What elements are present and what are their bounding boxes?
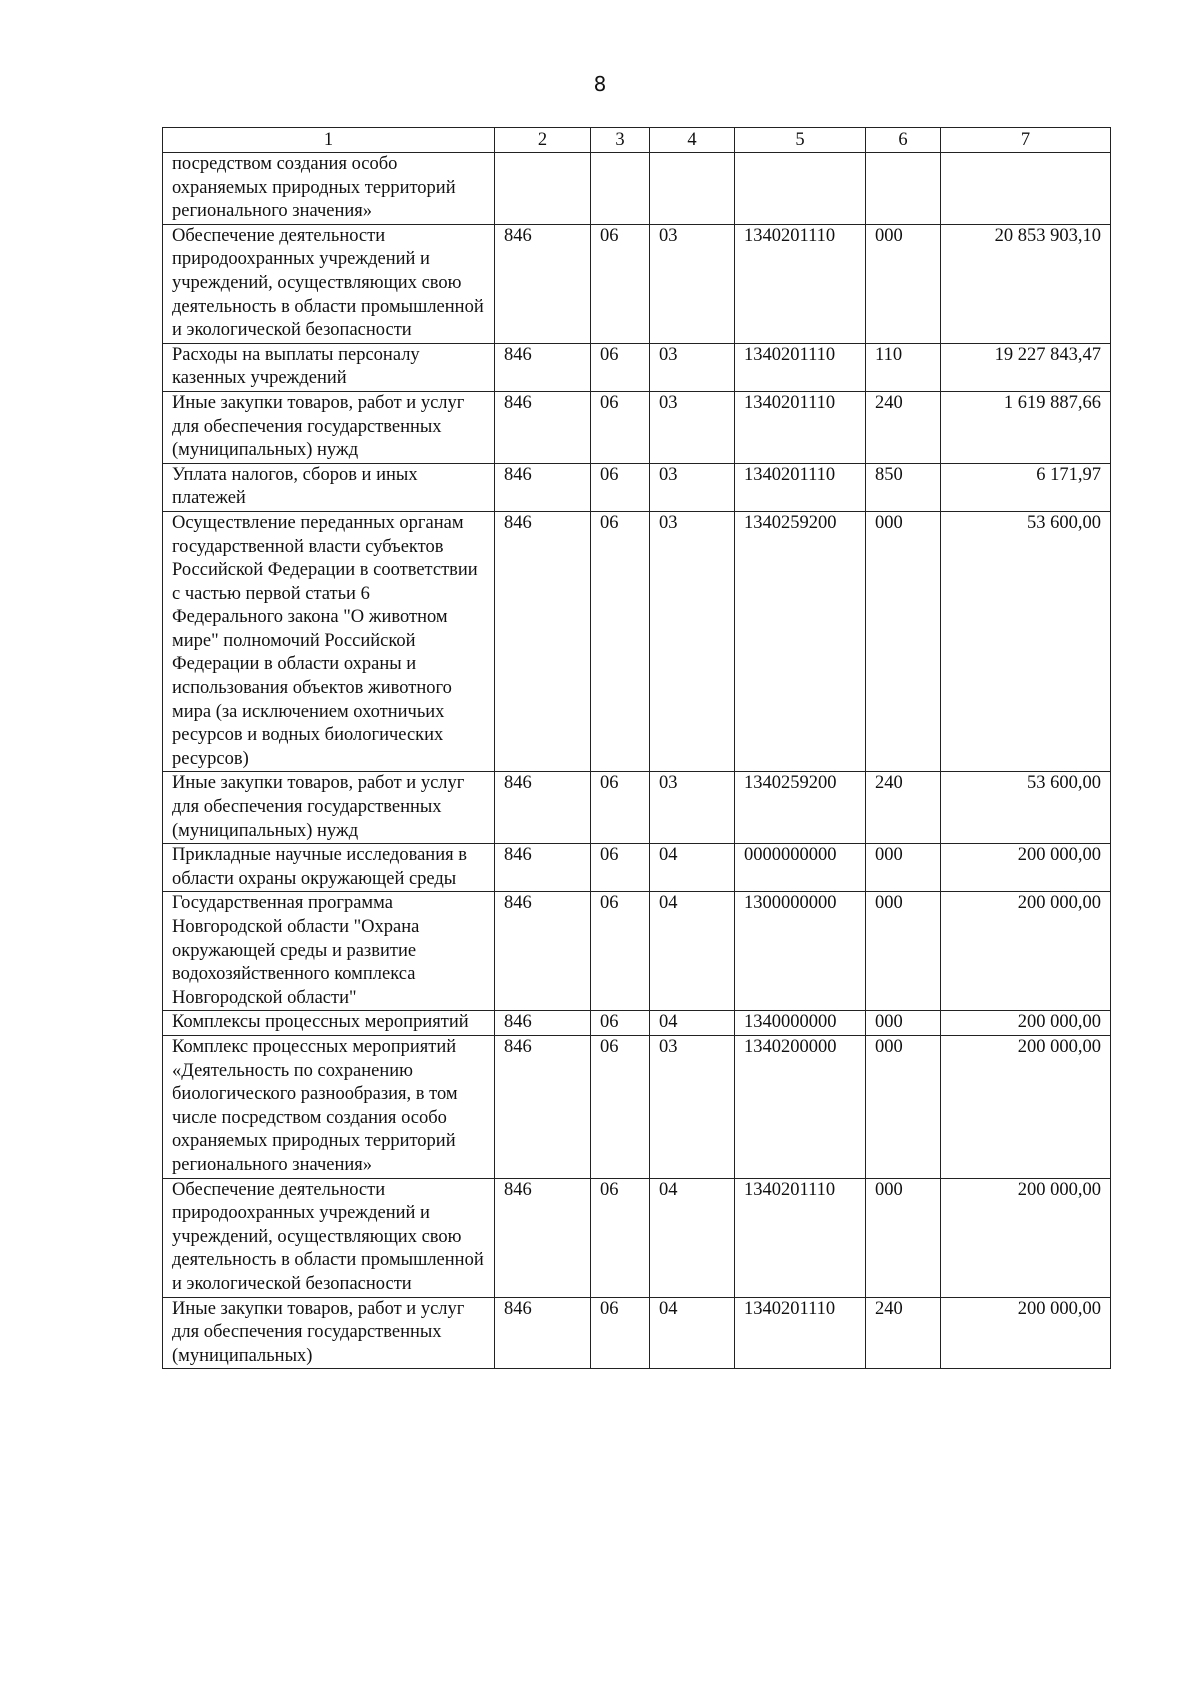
row-subsection-code: 03 [650, 511, 735, 772]
row-expense-type: 000 [866, 892, 941, 1011]
row-expense-type: 000 [866, 844, 941, 892]
row-amount: 53 600,00 [941, 772, 1111, 844]
row-subsection-code: 04 [650, 1297, 735, 1369]
row-ministry-code: 846 [495, 463, 591, 511]
row-section-code: 06 [591, 224, 650, 343]
row-expense-type: 240 [866, 1297, 941, 1369]
row-section-code: 06 [591, 391, 650, 463]
table-row [163, 463, 1111, 511]
row-target-code: 1340201110 [735, 1297, 866, 1369]
row-name: Обеспечение деятельности природоохранных учреждений и учреждений, осуществляющих свою деятельность в области промышленной и экологической безопасности [163, 224, 495, 343]
row-ministry-code: 846 [495, 511, 591, 772]
table-row [163, 772, 1111, 844]
row-ministry-code: 846 [495, 343, 591, 391]
row-ministry-code: 846 [495, 391, 591, 463]
row-expense-type: 000 [866, 224, 941, 343]
row-name: посредством создания особо охраняемых природных территорий регионального значения» [163, 153, 495, 225]
row-section-code: 06 [591, 772, 650, 844]
row-expense-type: 240 [866, 772, 941, 844]
table-row [163, 1011, 1111, 1036]
column-header-4: 4 [650, 128, 735, 153]
row-name: Иные закупки товаров, работ и услуг для обеспечения государственных (муниципальных) нужд [163, 772, 495, 844]
row-target-code: 1340000000 [735, 1011, 866, 1036]
row-amount: 200 000,00 [941, 1011, 1111, 1036]
row-subsection-code: 03 [650, 343, 735, 391]
row-expense-type: 000 [866, 1011, 941, 1036]
row-name: Государственная программа Новгородской области "Охрана окружающей среды и развитие водохозяйственного комплекса Новгородской области" [163, 892, 495, 1011]
row-name: Осуществление переданных органам государственной власти субъектов Российской Федерации в соответствии с частью первой статьи 6 Федерального закона "О животном мире" полномочий Российской Федерации в области охраны и использования объектов животного мира (за исключением охотничьих ресурсов и водных биологических ресурсов) [163, 511, 495, 772]
row-expense-type: 240 [866, 391, 941, 463]
row-amount: 200 000,00 [941, 844, 1111, 892]
row-section-code: 06 [591, 892, 650, 1011]
row-name: Уплата налогов, сборов и иных платежей [163, 463, 495, 511]
row-name: Комплекс процессных мероприятий «Деятельность по сохранению биологического разнообразия, в том числе посредством создания особо охраняемых природных территорий регионального значения» [163, 1035, 495, 1178]
column-header-1: 1 [163, 128, 495, 153]
row-subsection-code: 03 [650, 1035, 735, 1178]
row-name: Расходы на выплаты персоналу казенных учреждений [163, 343, 495, 391]
row-expense-type: 000 [866, 511, 941, 772]
row-section-code: 06 [591, 844, 650, 892]
row-subsection-code: 03 [650, 463, 735, 511]
table-header-row [163, 128, 1111, 153]
row-expense-type: 850 [866, 463, 941, 511]
column-header-5: 5 [735, 128, 866, 153]
row-expense-type [866, 153, 941, 225]
row-amount: 6 171,97 [941, 463, 1111, 511]
row-name: Комплексы процессных мероприятий [163, 1011, 495, 1036]
row-expense-type: 000 [866, 1035, 941, 1178]
row-target-code: 1300000000 [735, 892, 866, 1011]
row-section-code: 06 [591, 343, 650, 391]
row-section-code: 06 [591, 1297, 650, 1369]
row-amount: 1 619 887,66 [941, 391, 1111, 463]
page-number: 8 [593, 72, 607, 96]
row-subsection-code: 03 [650, 772, 735, 844]
row-amount: 200 000,00 [941, 1035, 1111, 1178]
row-amount: 20 853 903,10 [941, 224, 1111, 343]
row-amount: 200 000,00 [941, 892, 1111, 1011]
row-amount: 200 000,00 [941, 1178, 1111, 1297]
row-name: Прикладные научные исследования в области охраны окружающей среды [163, 844, 495, 892]
row-target-code: 0000000000 [735, 844, 866, 892]
row-ministry-code: 846 [495, 1178, 591, 1297]
row-subsection-code: 04 [650, 844, 735, 892]
row-ministry-code: 846 [495, 1035, 591, 1178]
table-row [163, 1297, 1111, 1369]
row-subsection-code: 04 [650, 1011, 735, 1036]
table-row [163, 391, 1111, 463]
row-subsection-code: 03 [650, 391, 735, 463]
column-header-7: 7 [941, 128, 1111, 153]
row-target-code: 1340201110 [735, 391, 866, 463]
row-ministry-code: 846 [495, 224, 591, 343]
row-target-code: 1340259200 [735, 772, 866, 844]
row-name: Иные закупки товаров, работ и услуг для обеспечения государственных (муниципальных) [163, 1297, 495, 1369]
budget-table [162, 127, 1111, 1369]
row-amount [941, 153, 1111, 225]
table-row [163, 1035, 1111, 1178]
row-subsection-code: 03 [650, 224, 735, 343]
row-target-code: 1340200000 [735, 1035, 866, 1178]
column-header-2: 2 [495, 128, 591, 153]
row-subsection-code [650, 153, 735, 225]
table-row [163, 343, 1111, 391]
row-name: Обеспечение деятельности природоохранных учреждений и учреждений, осуществляющих свою деятельность в области промышленной и экологической безопасности [163, 1178, 495, 1297]
row-expense-type: 110 [866, 343, 941, 391]
row-subsection-code: 04 [650, 892, 735, 1011]
row-target-code: 1340201110 [735, 1178, 866, 1297]
table-row [163, 511, 1111, 772]
table-row [163, 224, 1111, 343]
row-amount: 200 000,00 [941, 1297, 1111, 1369]
row-ministry-code: 846 [495, 1011, 591, 1036]
row-ministry-code: 846 [495, 892, 591, 1011]
row-section-code: 06 [591, 1178, 650, 1297]
table-body [163, 153, 1111, 1369]
row-ministry-code: 846 [495, 1297, 591, 1369]
row-section-code: 06 [591, 463, 650, 511]
row-section-code: 06 [591, 1035, 650, 1178]
table-row [163, 892, 1111, 1011]
row-amount: 19 227 843,47 [941, 343, 1111, 391]
row-target-code [735, 153, 866, 225]
row-ministry-code: 846 [495, 772, 591, 844]
row-target-code: 1340259200 [735, 511, 866, 772]
column-header-6: 6 [866, 128, 941, 153]
table-row [163, 844, 1111, 892]
row-target-code: 1340201110 [735, 224, 866, 343]
row-amount: 53 600,00 [941, 511, 1111, 772]
row-section-code: 06 [591, 511, 650, 772]
row-section-code [591, 153, 650, 225]
table-row [163, 153, 1111, 225]
row-ministry-code: 846 [495, 844, 591, 892]
row-name: Иные закупки товаров, работ и услуг для обеспечения государственных (муниципальных) нужд [163, 391, 495, 463]
column-header-3: 3 [591, 128, 650, 153]
row-target-code: 1340201110 [735, 343, 866, 391]
row-expense-type: 000 [866, 1178, 941, 1297]
row-subsection-code: 04 [650, 1178, 735, 1297]
row-section-code: 06 [591, 1011, 650, 1036]
row-target-code: 1340201110 [735, 463, 866, 511]
table-row [163, 1178, 1111, 1297]
row-ministry-code [495, 153, 591, 225]
